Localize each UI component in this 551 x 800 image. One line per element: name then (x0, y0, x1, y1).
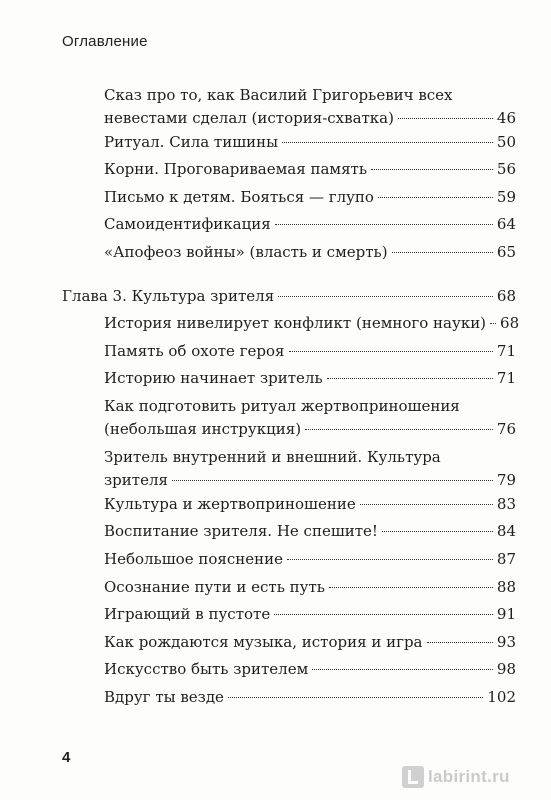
toc-entry-title: Воспитание зрителя. Не спешите! (104, 522, 378, 540)
toc-leader-dots (289, 351, 493, 352)
toc-leader-dots (398, 118, 493, 119)
toc-entry (104, 186, 516, 209)
toc-entry (104, 367, 516, 390)
toc-page-number: 91 (496, 605, 516, 623)
toc-entry-title: Корни. Проговариваемая память (104, 160, 368, 178)
toc-page-number: 87 (496, 550, 516, 568)
toc-leader-dots (427, 642, 493, 643)
toc-entry-title-line: (небольшая инструкция) (104, 420, 302, 438)
toc-leader-dots (490, 323, 496, 324)
toc-page-number: 84 (496, 522, 516, 540)
toc-entry-title-line: Зритель внутренний и внешний. Культура (104, 448, 441, 466)
toc-entry-title-line: Как подготовить ритуал жертвоприношения (104, 397, 460, 415)
toc-leader-dots (172, 480, 493, 481)
watermark-logo (402, 766, 510, 788)
toc-entry (104, 241, 516, 264)
toc-entry-title-line: Сказ про то, как Василий Григорьевич всех (104, 86, 453, 104)
toc-leader-dots (378, 197, 493, 198)
toc-page-number: 46 (496, 109, 516, 127)
toc-leader-dots (329, 587, 493, 588)
toc-page-number: 71 (496, 369, 516, 387)
toc-entry-title-line: невестами сделал (история-схватка) (104, 109, 394, 127)
toc-page-number: 64 (496, 215, 516, 233)
toc-leader-dots (274, 614, 493, 615)
page-number: 4 (62, 749, 71, 766)
toc-chapter-title: Глава 3. Культура зрителя (62, 287, 275, 305)
toc-entry (104, 548, 516, 571)
toc-entry-title: Самоидентификация (104, 215, 271, 233)
toc-page-number: 65 (496, 243, 516, 261)
toc-chapter-entry (62, 285, 516, 308)
toc-entry-title: Играющий в пустоте (104, 605, 271, 623)
toc-page-number: 50 (496, 133, 516, 151)
toc-page-number: 68 (496, 287, 516, 305)
toc-entry (104, 576, 516, 599)
toc-entry-title: История нивелирует конфликт (немного науки) (104, 314, 487, 332)
toc-page-number: 56 (496, 160, 516, 178)
toc-leader-dots (228, 697, 483, 698)
toc-leader-dots (287, 559, 493, 560)
toc-leader-dots (282, 142, 493, 143)
toc-entry (104, 84, 516, 130)
toc-page-number: 68 (500, 314, 520, 332)
toc-leader-dots (275, 224, 493, 225)
toc-entry (104, 340, 516, 363)
toc-page-number: 76 (496, 420, 516, 438)
labirint-logo-icon (402, 766, 424, 788)
toc-page-number: 59 (496, 188, 516, 206)
toc-entry-title: Ритуал. Сила тишины (104, 133, 279, 151)
toc-page-number: 93 (496, 633, 516, 651)
toc-leader-dots (312, 669, 493, 670)
toc-entry-title: Историю начинает зритель (104, 369, 323, 387)
toc-leader-dots (360, 504, 493, 505)
toc-entry (104, 603, 516, 626)
toc-entry (104, 631, 516, 654)
toc-entry-title-line: зрителя (104, 471, 168, 489)
toc-entry-title: Осознание пути и есть путь (104, 578, 325, 596)
toc-entry (104, 131, 516, 154)
watermark-text: labirint.ru (428, 767, 510, 786)
toc-page-number: 98 (496, 660, 516, 678)
toc-leader-dots (371, 169, 493, 170)
toc-page-number: 83 (496, 495, 516, 513)
toc-entry (104, 493, 516, 516)
toc-entry-title: Как рождаются музыка, история и игра (104, 633, 423, 651)
toc-entry-title: Небольшое пояснение (104, 550, 283, 568)
toc-entry-title: «Апофеоз войны» (власть и смерть) (104, 243, 388, 261)
toc-entry (104, 686, 516, 709)
toc-entry-title: Письмо к детям. Бояться — глупо (104, 188, 374, 206)
toc-entry-title: Вдруг ты везде (104, 688, 224, 706)
toc-entry (104, 158, 516, 181)
toc-entry (104, 395, 516, 441)
toc-entry-title: Искусство быть зрителем (104, 660, 309, 678)
toc-entry-title: Память об охоте героя (104, 342, 285, 360)
page-header-title: Оглавление (62, 33, 148, 50)
toc-leader-dots (392, 252, 493, 253)
toc-leader-dots (327, 378, 493, 379)
toc-entry-title: Культура и жертвоприношение (104, 495, 356, 513)
toc-entry (104, 312, 520, 335)
toc-leader-dots (278, 296, 493, 297)
toc-entry (104, 658, 516, 681)
toc-entry (104, 213, 516, 236)
toc-leader-dots (382, 531, 493, 532)
toc-leader-dots (305, 429, 493, 430)
toc-entry (104, 520, 516, 543)
toc-entry (104, 446, 516, 492)
toc-page-number: 102 (487, 688, 516, 706)
toc-page-number: 88 (496, 578, 516, 596)
toc-page-number: 71 (496, 342, 516, 360)
toc-page-number: 79 (496, 471, 516, 489)
